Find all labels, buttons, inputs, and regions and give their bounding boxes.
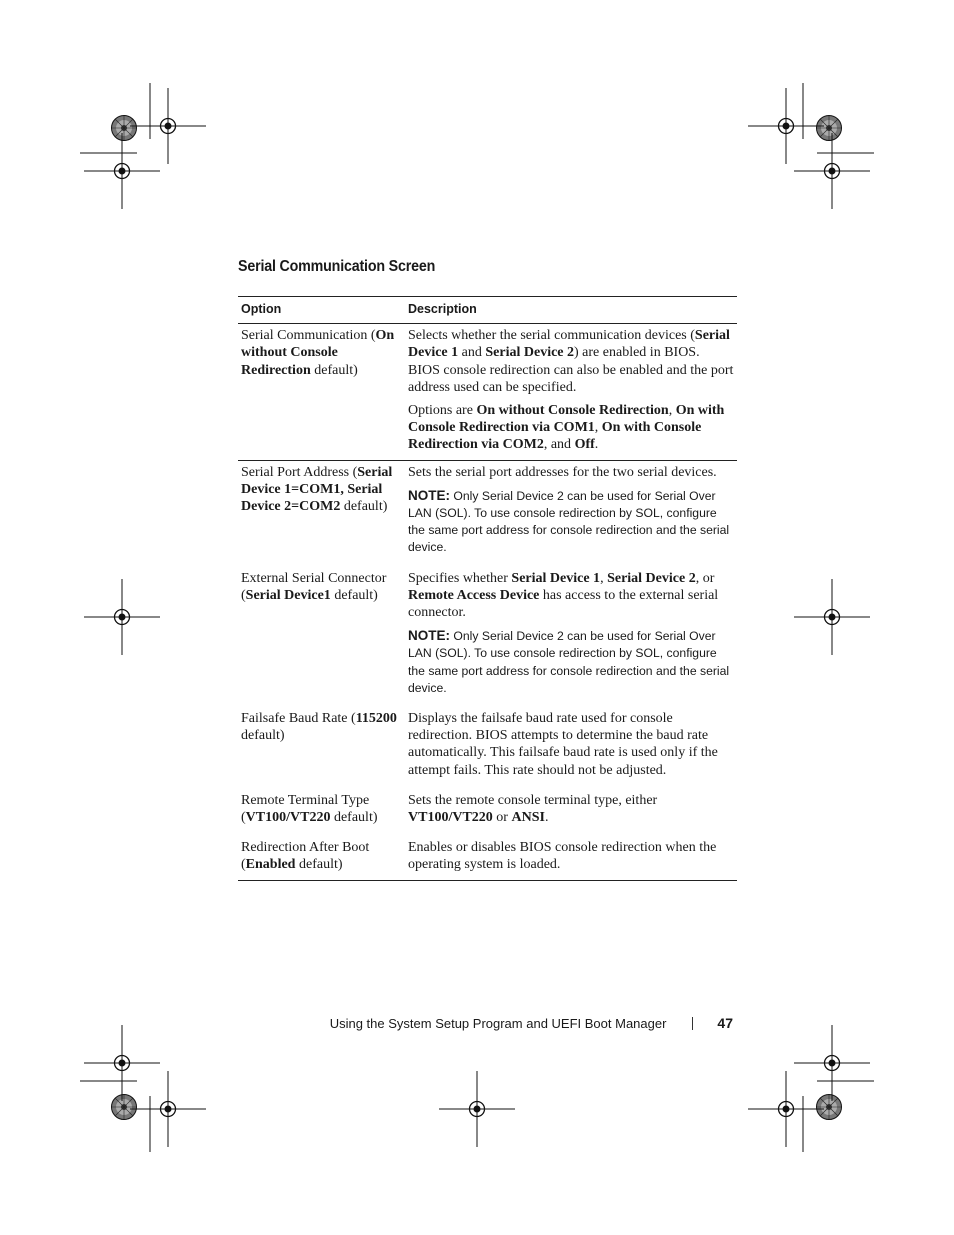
option-text-run: Failsafe Baud Rate ( bbox=[241, 711, 356, 727]
description-cell bbox=[405, 832, 737, 880]
options-table bbox=[238, 296, 737, 881]
description-text-run: . bbox=[544, 810, 549, 826]
page-number: 47 bbox=[717, 1015, 733, 1031]
description-text-run: , bbox=[594, 420, 602, 436]
option-cell bbox=[238, 785, 405, 832]
description-text-run: Sets the serial port addresses for the two serial devices. bbox=[408, 464, 717, 480]
note-label: NOTE: bbox=[408, 628, 450, 644]
option-text-run: default) bbox=[295, 857, 343, 873]
table-row bbox=[238, 832, 737, 880]
option-text-run: default) bbox=[330, 587, 378, 603]
note-paragraph bbox=[408, 627, 734, 697]
description-text-run: , and bbox=[543, 437, 575, 453]
description-value-bold: On with Console Redirection via COM1 bbox=[408, 403, 725, 436]
option-text-run: default) bbox=[340, 499, 388, 515]
description-paragraph bbox=[408, 839, 734, 873]
description-cell bbox=[405, 460, 737, 563]
option-text bbox=[241, 570, 402, 604]
option-cell bbox=[238, 832, 405, 880]
option-text bbox=[241, 839, 402, 873]
description-paragraph bbox=[408, 464, 734, 481]
option-text-run: ( bbox=[370, 328, 376, 344]
option-text-run: Redirection After Boot ( bbox=[241, 840, 370, 873]
option-value-bold: Serial Device 1=COM1, Serial Device 2=COM2 bbox=[241, 464, 393, 515]
description-text-run: Displays the failsafe baud rate used for console redirection. BIOS attempts to determine the baud rate automatically. This failsafe baud rate is used only if the attempt fails. This rate should not be adjusted. bbox=[408, 711, 718, 778]
table-row bbox=[238, 785, 737, 832]
option-value-bold: Enabled bbox=[245, 857, 296, 873]
column-header-description: Description bbox=[405, 297, 737, 324]
option-text-run: Serial Communication bbox=[241, 328, 371, 344]
description-text-run: . bbox=[594, 437, 599, 453]
description-paragraph bbox=[408, 402, 734, 454]
option-value-bold: VT100/VT220 bbox=[245, 810, 331, 826]
option-value-bold: On without Console Redirection bbox=[241, 328, 395, 378]
description-value-bold: On without Console Redirection bbox=[476, 403, 669, 419]
option-text bbox=[241, 464, 402, 516]
description-value-bold: Serial Device 2 bbox=[485, 345, 575, 361]
table-header-row bbox=[238, 297, 737, 324]
description-value-bold: ANSI bbox=[511, 810, 545, 826]
table-row bbox=[238, 703, 737, 785]
description-text-run: Selects whether the serial communication devices ( bbox=[408, 328, 695, 344]
description-value-bold: VT100/VT220 bbox=[408, 810, 493, 826]
page-footer bbox=[330, 1015, 733, 1031]
description-value-bold: Serial Device 2 bbox=[607, 570, 696, 586]
description-text-run: , bbox=[668, 403, 676, 419]
description-text-run: has access to the external serial connector. bbox=[408, 587, 719, 621]
column-header-option: Option bbox=[238, 297, 405, 324]
description-paragraph bbox=[408, 710, 734, 779]
note-paragraph bbox=[408, 487, 734, 557]
option-cell bbox=[238, 563, 405, 703]
description-text-run: Enables or disables BIOS console redirection when the operating system is loaded. bbox=[408, 840, 717, 873]
description-paragraph bbox=[408, 327, 734, 396]
description-text-run: , or bbox=[695, 570, 715, 586]
option-text bbox=[241, 792, 402, 826]
description-text-run: Options are bbox=[408, 403, 477, 419]
description-cell bbox=[405, 324, 737, 460]
option-text-run: Remote Terminal Type ( bbox=[241, 792, 370, 826]
note-text: Only Serial Device 2 can be used for Serial Over LAN (SOL). To use console redirection by SOL, configure the same port address for console redirection and the serial device. bbox=[408, 629, 730, 695]
option-text-run: default) bbox=[310, 362, 358, 378]
description-cell bbox=[405, 785, 737, 832]
description-text-run: or bbox=[492, 810, 512, 826]
description-value-bold: Remote Access Device bbox=[408, 587, 540, 603]
description-value-bold: Serial Device 1 bbox=[511, 570, 601, 586]
description-text-run: Specifies whether bbox=[408, 570, 512, 586]
description-value-bold: Serial Device 1 bbox=[408, 328, 730, 361]
option-value-bold: Serial Device1 bbox=[245, 587, 331, 603]
table-row bbox=[238, 324, 737, 460]
table-row bbox=[238, 563, 737, 703]
description-value-bold: Off bbox=[574, 437, 595, 453]
note-text: Only Serial Device 2 can be used for Serial Over LAN (SOL). To use console redirection by SOL, configure the same port address for console redirection and the serial device. bbox=[408, 488, 730, 555]
description-text-run: Sets the remote console terminal type, either bbox=[408, 792, 658, 808]
option-text-run: External Serial Connector ( bbox=[241, 570, 387, 603]
table-row bbox=[238, 460, 737, 563]
description-text-run: , bbox=[600, 570, 608, 586]
section-heading: Serial Communication Screen bbox=[238, 258, 436, 275]
table-body bbox=[238, 324, 737, 880]
option-cell bbox=[238, 324, 405, 460]
option-cell bbox=[238, 460, 405, 563]
description-cell bbox=[405, 703, 737, 785]
option-text-run: default) bbox=[330, 810, 378, 826]
option-text-run: default) bbox=[241, 728, 285, 744]
option-cell bbox=[238, 703, 405, 785]
footer-divider bbox=[692, 1017, 693, 1030]
description-text-run: and bbox=[458, 345, 486, 361]
option-value-bold: 115200 bbox=[355, 711, 397, 727]
footer-chapter-title: Using the System Setup Program and UEFI Boot Manager bbox=[329, 1015, 667, 1031]
option-text bbox=[241, 327, 402, 379]
description-cell bbox=[405, 563, 737, 703]
description-paragraph bbox=[408, 570, 734, 622]
option-text-run: Serial Port Address ( bbox=[241, 464, 358, 480]
note-label: NOTE: bbox=[408, 487, 450, 503]
description-text-run: ) are enabled in BIOS. BIOS console redirection can also be enabled and the port address used can be specified. bbox=[408, 345, 734, 395]
option-text bbox=[241, 710, 402, 744]
description-value-bold: On with Console Redirection via COM2 bbox=[408, 420, 702, 453]
description-paragraph bbox=[408, 792, 734, 826]
